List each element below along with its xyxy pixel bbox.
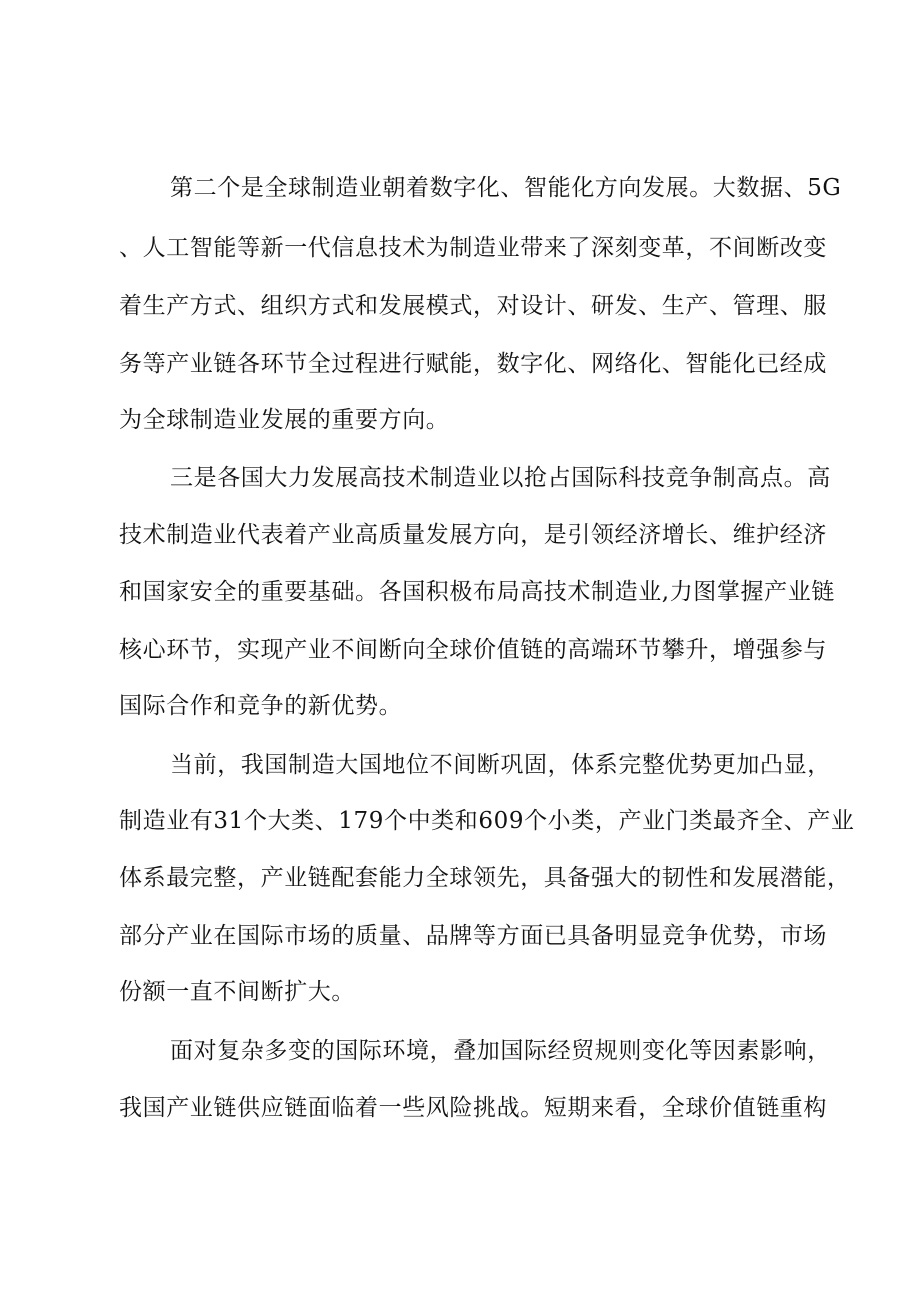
paragraph-line: 份额一直不间断扩大。 (119, 979, 355, 1005)
paragraph-line: 部分产业在国际市场的质量、品牌等方面已具备明显竞争优势，市场 (119, 923, 827, 949)
paragraph-line: 三是各国大力发展高技术制造业以抢占国际科技竞争制高点。高 (170, 465, 831, 491)
paragraph-line: 我国产业链供应链面临着一些风险挑战。短期来看，全球价值链重构 (119, 1095, 827, 1121)
paragraph-line: 体系最完整，产业链配套能力全球领先，具备强大的韧性和发展潜能， (119, 865, 851, 891)
paragraph-line: 制造业有31个大类、179个中类和609个小类，产业门类最齐全、产业 (119, 808, 855, 834)
paragraph-line: 当前，我国制造大国地位不间断巩固，体系完整优势更加凸显， (170, 752, 831, 778)
paragraph-line: 着生产方式、组织方式和发展模式，对设计、研发、生产、管理、服 (119, 293, 827, 319)
paragraph-line: 、人工智能等新一代信息技术为制造业带来了深刻变革，不间断改变 (119, 235, 827, 261)
paragraph-line: 技术制造业代表着产业高质量发展方向，是引领经济增长、维护经济 (119, 522, 827, 548)
paragraph-line: 第二个是全球制造业朝着数字化、智能化方向发展。大数据、5G (170, 175, 842, 201)
paragraph-line: 面对复杂多变的国际环境，叠加国际经贸规则变化等因素影响， (170, 1038, 831, 1064)
paragraph-line: 核心环节，实现产业不间断向全球价值链的高端环节攀升，增强参与 (119, 637, 827, 663)
paragraph-line: 和国家安全的重要基础。各国积极布局高技术制造业,力图掌握产业链 (119, 579, 835, 605)
paragraph-line: 国际合作和竞争的新优势。 (119, 693, 403, 719)
paragraph-line: 为全球制造业发展的重要方向。 (119, 407, 450, 433)
paragraph-line: 务等产业链各环节全过程进行赋能，数字化、网络化、智能化已经成 (119, 351, 827, 377)
